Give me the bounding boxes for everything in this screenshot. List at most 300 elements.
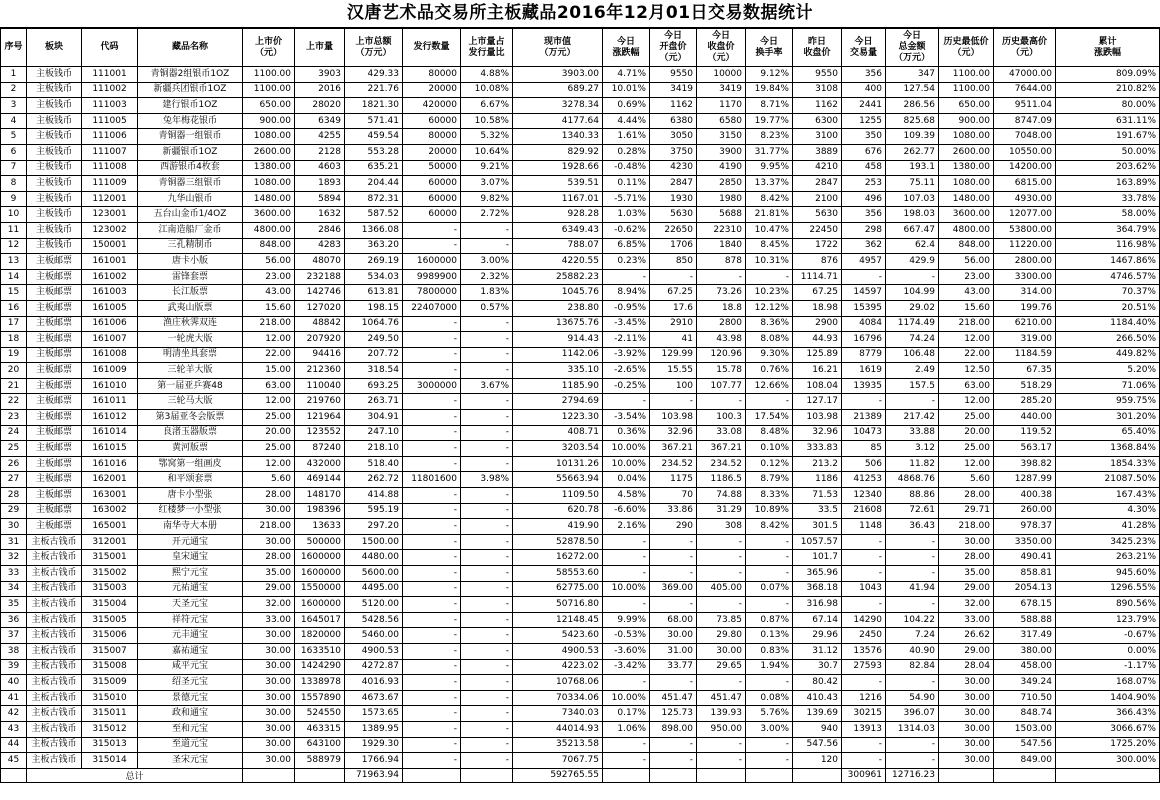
table-cell: 20000 [403, 82, 461, 98]
table-cell: 12148.45 [513, 612, 603, 628]
table-cell: - [403, 441, 461, 457]
table-cell: - [650, 597, 697, 613]
table-cell: 12077.00 [994, 207, 1056, 223]
total-market-value: 592765.55 [513, 768, 603, 782]
table-cell: - [650, 534, 697, 550]
table-cell: 33.77 [650, 659, 697, 675]
table-cell: 30.00 [243, 675, 295, 691]
table-cell: -3.42% [603, 659, 650, 675]
table-cell: 263.71 [345, 394, 403, 410]
table-cell: 366.43% [1056, 706, 1160, 722]
table-cell: - [886, 597, 939, 613]
table-cell: - [886, 753, 939, 769]
table-row [1, 690, 1160, 706]
table-cell: 15.55 [650, 363, 697, 379]
table-cell: - [461, 737, 513, 753]
table-cell: 262.72 [345, 472, 403, 488]
table-cell: -3.54% [603, 410, 650, 426]
table-cell: 25.00 [243, 410, 295, 426]
column-header-text: （元） [952, 47, 980, 58]
table-cell: 104.22 [886, 612, 939, 628]
table-cell: 60000 [403, 113, 461, 129]
table-cell: 100.3 [697, 410, 746, 426]
table-cell: 1380.00 [939, 160, 994, 176]
table-cell: 2794.69 [513, 394, 603, 410]
table-cell: 38 [1, 643, 27, 659]
table-cell: 13675.76 [513, 316, 603, 332]
table-cell: 308 [697, 519, 746, 535]
table-cell: -3.60% [603, 643, 650, 659]
table-cell: - [842, 675, 886, 691]
table-cell: 367.21 [650, 441, 697, 457]
table-row [1, 721, 1160, 737]
table-cell: 35.00 [243, 566, 295, 582]
table-cell: 29.80 [697, 628, 746, 644]
table-cell: 80.00% [1056, 98, 1160, 114]
table-cell: 5428.56 [345, 612, 403, 628]
table-cell: 898.00 [650, 721, 697, 737]
table-cell: 33.00 [939, 612, 994, 628]
table-cell: 主板邮票 [27, 254, 82, 270]
table-cell: 167.43% [1056, 488, 1160, 504]
table-cell: 主板钱币 [27, 191, 82, 207]
table-cell: 嘉祐通宝 [138, 643, 243, 659]
table-cell: 4210 [793, 160, 842, 176]
table-cell: 4230 [650, 160, 697, 176]
table-cell: 33.86 [650, 503, 697, 519]
table-cell: 2846 [295, 222, 345, 238]
table-cell: - [461, 441, 513, 457]
table-cell: - [403, 753, 461, 769]
table-cell: 458 [842, 160, 886, 176]
table-cell: 1186.5 [697, 472, 746, 488]
table-cell: 285.20 [994, 394, 1056, 410]
table-cell: 主板钱币 [27, 144, 82, 160]
table-cell: 8.36% [746, 316, 793, 332]
table-cell: 419.90 [513, 519, 603, 535]
table-cell: 139.69 [793, 706, 842, 722]
table-cell: 613.81 [345, 285, 403, 301]
table-cell: 469144 [295, 472, 345, 488]
table-cell: 1366.08 [345, 222, 403, 238]
table-cell: 10.64% [461, 144, 513, 160]
table-cell: 0.87% [746, 612, 793, 628]
column-header-text: 今日 [759, 36, 778, 47]
table-cell: 304.91 [345, 410, 403, 426]
table-cell: 232188 [295, 269, 345, 285]
table-cell: 24 [1, 425, 27, 441]
table-cell: - [461, 363, 513, 379]
table-cell: 161009 [82, 363, 138, 379]
table-cell: 60000 [403, 191, 461, 207]
table-cell: 111007 [82, 144, 138, 160]
table-cell: 22 [1, 394, 27, 410]
table-row [1, 363, 1160, 379]
column-header-text: 涨跌幅 [1093, 47, 1121, 58]
table-cell: 9550 [793, 67, 842, 83]
table-cell: - [403, 316, 461, 332]
table-row [1, 269, 1160, 285]
table-cell: 13.37% [746, 176, 793, 192]
table-cell: 2900 [793, 316, 842, 332]
table-cell: 6 [1, 144, 27, 160]
table-cell: 和平颂套票 [138, 472, 243, 488]
table-cell: 主板古钱币 [27, 597, 82, 613]
table-cell: 3278.34 [513, 98, 603, 114]
table-cell: 8.79% [746, 472, 793, 488]
table-cell: 9.95% [746, 160, 793, 176]
table-cell: 31.00 [650, 643, 697, 659]
table-cell: 1633510 [295, 643, 345, 659]
table-row [1, 597, 1160, 613]
table-cell: - [403, 503, 461, 519]
table-cell: 4272.87 [345, 659, 403, 675]
table-cell: - [461, 456, 513, 472]
table-cell: 850 [650, 254, 697, 270]
table-cell: 120.96 [697, 347, 746, 363]
table-cell: 33.00 [243, 612, 295, 628]
table-cell: 398.82 [994, 456, 1056, 472]
table-cell: 1619 [842, 363, 886, 379]
table-cell: 2910 [650, 316, 697, 332]
total-trade-amount: 12716.23 [886, 768, 939, 782]
table-cell: 南华寺大本册 [138, 519, 243, 535]
table-cell: 7.24 [886, 628, 939, 644]
table-cell: 318.54 [345, 363, 403, 379]
table-cell: 12.12% [746, 300, 793, 316]
table-cell: 10.89% [746, 503, 793, 519]
table-cell: 主板古钱币 [27, 566, 82, 582]
column-header-text: 发行数量 [413, 42, 450, 52]
column-header [697, 29, 746, 67]
table-cell: - [461, 612, 513, 628]
table-cell: 67.35 [994, 363, 1056, 379]
table-cell: 主板古钱币 [27, 581, 82, 597]
table-cell: 218.00 [939, 519, 994, 535]
table-cell: 西游银币4枚套 [138, 160, 243, 176]
table-cell: 15 [1, 285, 27, 301]
table-cell: 10.01% [603, 82, 650, 98]
table-cell: 34 [1, 581, 27, 597]
table-cell: 207.72 [345, 347, 403, 363]
table-cell: - [461, 222, 513, 238]
table-cell: 19.77% [746, 113, 793, 129]
table-cell: 16.21 [793, 363, 842, 379]
table-cell: 1766.94 [345, 753, 403, 769]
table-cell: 41.94 [886, 581, 939, 597]
table-row [1, 144, 1160, 160]
table-cell: 1480.00 [939, 191, 994, 207]
column-header [939, 29, 994, 67]
table-cell: 87240 [295, 441, 345, 457]
table-cell: - [697, 394, 746, 410]
table-cell: 19 [1, 347, 27, 363]
table-cell: 21389 [842, 410, 886, 426]
table-cell: 21 [1, 378, 27, 394]
table-cell: 5 [1, 129, 27, 145]
column-header [403, 29, 461, 67]
table-cell: 30.00 [939, 737, 994, 753]
table-cell: 60000 [403, 176, 461, 192]
table-cell: 1389.95 [345, 721, 403, 737]
table-cell: 主板钱币 [27, 98, 82, 114]
column-header-text: （万元） [539, 47, 576, 58]
table-cell: - [461, 753, 513, 769]
table-cell: 315002 [82, 566, 138, 582]
table-cell: -2.11% [603, 332, 650, 348]
table-cell: 10131.26 [513, 456, 603, 472]
table-cell: 106.48 [886, 347, 939, 363]
table-cell: 4957 [842, 254, 886, 270]
table-cell: 4220.55 [513, 254, 603, 270]
table-cell: 8.23% [746, 129, 793, 145]
sheet-title: 汉唐艺术品交易所主板藏品2016年12月01日交易数据统计 [0, 0, 1160, 28]
table-cell: 1045.76 [513, 285, 603, 301]
table-cell: 3889 [793, 144, 842, 160]
table-cell: 30.00 [243, 643, 295, 659]
table-cell: 主板邮票 [27, 456, 82, 472]
table-cell: 161011 [82, 394, 138, 410]
table-cell: 28 [1, 488, 27, 504]
table-cell: 3903.00 [513, 67, 603, 83]
table-cell: 950.00 [697, 721, 746, 737]
table-cell: 3050 [650, 129, 697, 145]
table-cell: 234.52 [650, 456, 697, 472]
table-cell: 587.52 [345, 207, 403, 223]
table-cell: 1600000 [403, 254, 461, 270]
table-cell: 14597 [842, 285, 886, 301]
column-header-text: 开盘价 [659, 42, 687, 52]
table-cell: 50716.80 [513, 597, 603, 613]
table-cell: 28.00 [939, 550, 994, 566]
table-cell: 主板邮票 [27, 519, 82, 535]
table-row [1, 675, 1160, 691]
table-cell: 10.00% [603, 581, 650, 597]
table-cell: 198.03 [886, 207, 939, 223]
table-cell: 48070 [295, 254, 345, 270]
table-row [1, 285, 1160, 301]
table-row [1, 378, 1160, 394]
column-header-text: 上市量 [305, 42, 333, 52]
table-cell: 315005 [82, 612, 138, 628]
table-cell: 三孔精制币 [138, 238, 243, 254]
table-cell: 80.42 [793, 675, 842, 691]
table-cell: - [461, 675, 513, 691]
table-cell: 161015 [82, 441, 138, 457]
table-cell: - [461, 659, 513, 675]
table-cell: 22650 [650, 222, 697, 238]
table-cell: 1.06% [603, 721, 650, 737]
table-cell: 1064.76 [345, 316, 403, 332]
table-cell: - [603, 550, 650, 566]
table-cell: 主板古钱币 [27, 706, 82, 722]
table-cell: - [886, 675, 939, 691]
table-cell: 30.00 [243, 534, 295, 550]
table-cell: 3419 [650, 82, 697, 98]
table-cell: 主板邮票 [27, 285, 82, 301]
table-cell: 67.25 [650, 285, 697, 301]
table-cell: 317.49 [994, 628, 1056, 644]
table-cell: 928.28 [513, 207, 603, 223]
table-cell: 2128 [295, 144, 345, 160]
table-cell: 380.00 [994, 643, 1056, 659]
column-header-text: 上市总额 [355, 36, 392, 47]
table-cell: 1632 [295, 207, 345, 223]
table-cell: - [461, 721, 513, 737]
table-cell: 74.88 [697, 488, 746, 504]
table-cell: - [746, 753, 793, 769]
table-cell: 1340.33 [513, 129, 603, 145]
table-cell: 主板古钱币 [27, 612, 82, 628]
table-cell: 8.94% [603, 285, 650, 301]
table-cell: 635.21 [345, 160, 403, 176]
table-cell: 0.12% [746, 456, 793, 472]
table-cell: 10.47% [746, 222, 793, 238]
table-cell: 1854.33% [1056, 456, 1160, 472]
column-header-text: （万元） [893, 53, 930, 63]
total-label: 总计 [27, 768, 243, 782]
table-cell: 48842 [295, 316, 345, 332]
table-cell: 518.29 [994, 378, 1056, 394]
table-cell: 4.88% [461, 67, 513, 83]
table-cell: - [842, 269, 886, 285]
table-cell: 12.00 [939, 456, 994, 472]
table-cell: 10768.06 [513, 675, 603, 691]
table-cell: - [697, 753, 746, 769]
table-cell: 主板邮票 [27, 332, 82, 348]
table-cell: - [603, 534, 650, 550]
table-cell: 主板邮票 [27, 488, 82, 504]
table-cell: 0.23% [603, 254, 650, 270]
table-cell: 506 [842, 456, 886, 472]
table-cell: 191.67% [1056, 129, 1160, 145]
table-cell: 30.00 [939, 534, 994, 550]
table-cell: - [886, 737, 939, 753]
table-cell: 30.00 [939, 690, 994, 706]
table-cell: 459.54 [345, 129, 403, 145]
table-cell: 3900 [697, 144, 746, 160]
table-cell: 咸平元宝 [138, 659, 243, 675]
column-header [295, 29, 345, 67]
table-cell: 496 [842, 191, 886, 207]
table-cell: 15.00 [243, 363, 295, 379]
table-cell: 408.71 [513, 425, 603, 441]
column-header-text: 收盘价 [803, 47, 831, 58]
table-cell: 主板钱币 [27, 67, 82, 83]
table-cell: - [842, 597, 886, 613]
table-cell: 3.00% [746, 721, 793, 737]
column-header-text: 上市量占 [468, 36, 505, 47]
table-cell: 110040 [295, 378, 345, 394]
table-cell: - [461, 519, 513, 535]
table-row [1, 160, 1160, 176]
table-cell: 37 [1, 628, 27, 644]
table-cell: 119.52 [994, 425, 1056, 441]
table-cell: 主板钱币 [27, 129, 82, 145]
table-cell: 88.86 [886, 488, 939, 504]
table-cell: 31.29 [697, 503, 746, 519]
table-cell: 35 [1, 597, 27, 613]
table-cell: 11 [1, 222, 27, 238]
table-cell: 1162 [650, 98, 697, 114]
table-cell: 1645017 [295, 612, 345, 628]
table-cell: 4800.00 [243, 222, 295, 238]
table-cell: - [403, 332, 461, 348]
table-cell: 451.47 [650, 690, 697, 706]
table-cell: 1500.00 [345, 534, 403, 550]
table-cell: 6210.00 [994, 316, 1056, 332]
table-cell: 111009 [82, 176, 138, 192]
table-row [1, 98, 1160, 114]
column-header-text: 板块 [44, 42, 63, 52]
table-cell: 676 [842, 144, 886, 160]
table-cell: 6380 [650, 113, 697, 129]
column-header-text: 今日 [902, 31, 921, 41]
table-cell: 314.00 [994, 285, 1056, 301]
table-cell: 70.37% [1056, 285, 1160, 301]
table-cell: -0.95% [603, 300, 650, 316]
table-row [1, 191, 1160, 207]
table-cell: 3203.54 [513, 441, 603, 457]
table-cell: 848.74 [994, 706, 1056, 722]
column-header [603, 29, 650, 67]
table-cell: 12 [1, 238, 27, 254]
column-header-text: （元） [1010, 47, 1038, 58]
table-row [1, 113, 1160, 129]
column-header [345, 29, 403, 67]
table-cell: 42 [1, 706, 27, 722]
table-cell: 65.40% [1056, 425, 1160, 441]
table-cell: 161014 [82, 425, 138, 441]
table-cell: - [403, 488, 461, 504]
table-cell: 30215 [842, 706, 886, 722]
table-cell: 1162 [793, 98, 842, 114]
table-row [1, 643, 1160, 659]
table-cell: 368.18 [793, 581, 842, 597]
table-cell: 主板古钱币 [27, 659, 82, 675]
table-cell: 30.00 [243, 659, 295, 675]
table-cell: 33 [1, 566, 27, 582]
table-cell: 1167.01 [513, 191, 603, 207]
table-cell: - [461, 503, 513, 519]
table-cell: 710.50 [994, 690, 1056, 706]
table-cell: 1.94% [746, 659, 793, 675]
table-cell: 30.00 [650, 628, 697, 644]
table-cell: -0.48% [603, 160, 650, 176]
table-cell: 6.67% [461, 98, 513, 114]
table-cell: 江南造船厂金币 [138, 222, 243, 238]
table-row [1, 581, 1160, 597]
table-cell: 8.48% [746, 425, 793, 441]
table-cell: 一轮虎大版 [138, 332, 243, 348]
table-cell: 94416 [295, 347, 345, 363]
table-cell: 32.00 [243, 597, 295, 613]
table-cell: 4190 [697, 160, 746, 176]
table-cell: 168.07% [1056, 675, 1160, 691]
table-cell: 16272.00 [513, 550, 603, 566]
table-cell: 429.9 [886, 254, 939, 270]
table-cell: 347 [886, 67, 939, 83]
table-cell: 30.00 [697, 643, 746, 659]
table-cell: 5688 [697, 207, 746, 223]
table-cell: 219760 [295, 394, 345, 410]
table-cell: 315007 [82, 643, 138, 659]
table-row [1, 753, 1160, 769]
table-cell: 266.50% [1056, 332, 1160, 348]
table-cell: 650.00 [243, 98, 295, 114]
table-cell: 315009 [82, 675, 138, 691]
table-cell: 3 [1, 98, 27, 114]
